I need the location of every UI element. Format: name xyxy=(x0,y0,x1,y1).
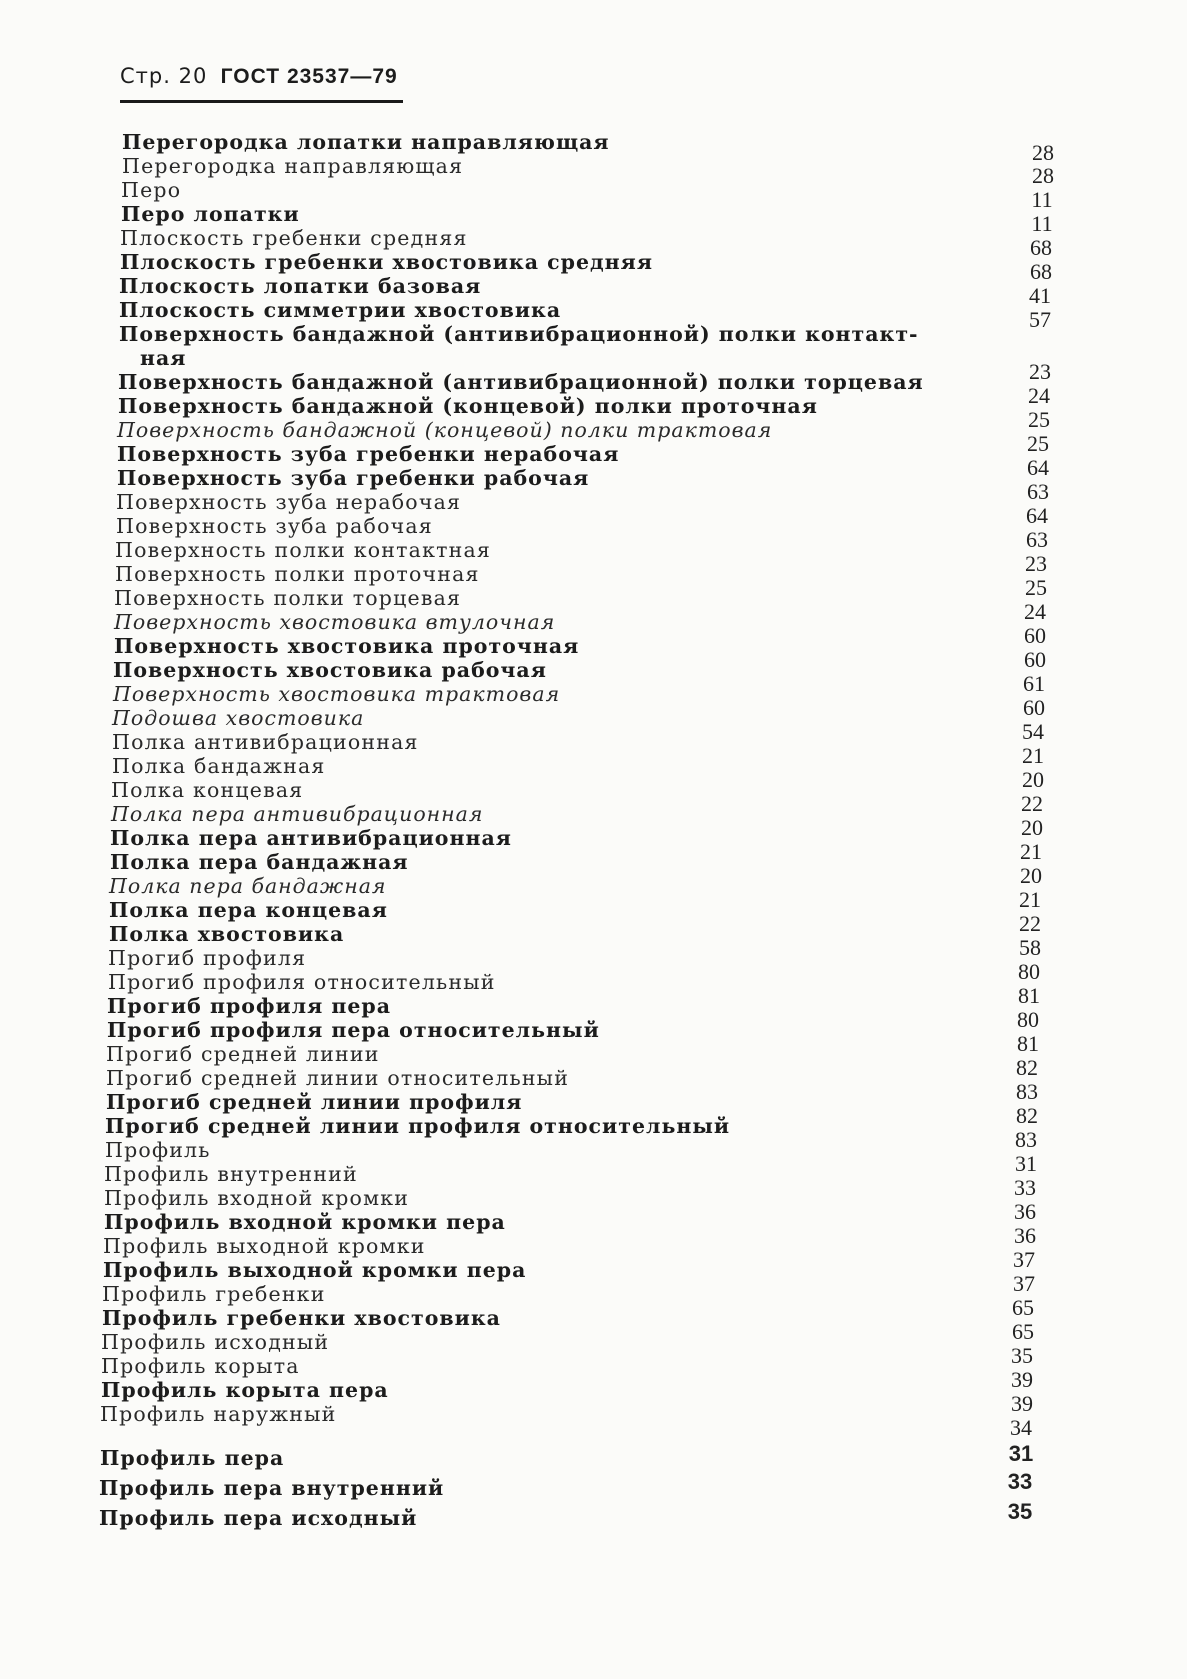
index-page-number: 25 xyxy=(1025,575,1047,600)
index-term: Прогиб профиля пера относительный xyxy=(107,1018,600,1042)
index-page-number: 63 xyxy=(1026,527,1048,552)
index-term: Плоскость лопатки базовая xyxy=(119,274,482,298)
index-term: Поверхность зуба рабочая xyxy=(116,514,433,538)
index-term: Профиль выходной кромки xyxy=(103,1234,426,1258)
index-page-number: 25 xyxy=(1028,407,1050,432)
index-term: Прогиб средней линии относительный xyxy=(106,1066,570,1090)
index-page-number: 54 xyxy=(1022,719,1044,744)
index-page-number: 61 xyxy=(1023,671,1045,696)
index-term: Профиль входной кромки xyxy=(104,1186,410,1210)
index-page-number: 37 xyxy=(1013,1247,1035,1272)
index-term: Поверхность зуба нерабочая xyxy=(116,490,462,514)
index-term: Перегородка направляющая xyxy=(122,154,464,178)
index-term: Полка пера бандажная xyxy=(110,850,409,874)
index-page-number: 68 xyxy=(1030,259,1052,284)
index-page-number: 25 xyxy=(1027,431,1049,456)
index-page-number: 23 xyxy=(1029,359,1051,384)
index-page-number: 82 xyxy=(1016,1055,1038,1080)
index-page-number: 20 xyxy=(1021,815,1043,840)
index-term: Прогиб средней линии xyxy=(106,1042,380,1066)
index-page-number: 64 xyxy=(1026,503,1048,528)
index-page-number: 33 xyxy=(1014,1175,1036,1200)
index-term: Прогиб профиля относительный xyxy=(108,970,496,994)
index-page-number: 65 xyxy=(1012,1295,1034,1320)
index-term: Полка антивибрационная xyxy=(112,730,419,754)
index-term: Полка концевая xyxy=(111,778,304,802)
index-term: Поверхность бандажной (концевой) полки проточная xyxy=(118,394,818,418)
index-term: Поверхность зуба гребенки рабочая xyxy=(117,466,590,490)
index-page-number: 28 xyxy=(1032,140,1054,165)
index-term: Поверхность бандажной (антивибрационной) полки контакт- xyxy=(119,322,919,346)
index-term: Профиль пера исходный xyxy=(99,1506,418,1530)
index-page-number: 11 xyxy=(1031,187,1053,212)
index-page-number: 20 xyxy=(1020,863,1042,888)
index-page-number: 36 xyxy=(1014,1199,1036,1224)
index-page-number: 60 xyxy=(1024,623,1046,648)
index-page-number: 81 xyxy=(1017,1031,1039,1056)
index-page-number: 68 xyxy=(1030,235,1052,260)
index-term: Поверхность бандажной (концевой) полки трактовая xyxy=(117,418,773,442)
index-term: Поверхность хвостовика рабочая xyxy=(113,658,547,682)
index-page-number: 39 xyxy=(1011,1367,1033,1392)
index-page-number: 83 xyxy=(1016,1079,1038,1104)
index-term: Плоскость симметрии хвостовика xyxy=(119,298,562,322)
index-term: Полка пера концевая xyxy=(109,898,388,922)
index-page-number: 35 xyxy=(1007,1499,1033,1524)
index-term: Полка пера антивибрационная xyxy=(111,802,484,826)
index-page-number: 21 xyxy=(1019,887,1041,912)
index-term: Профиль гребенки хвостовика xyxy=(102,1306,501,1330)
index-term: Поверхность полки проточная xyxy=(115,562,480,586)
index-page-number: 21 xyxy=(1022,743,1044,768)
index-term: Профиль выходной кромки пера xyxy=(103,1258,527,1282)
index-page-number: 60 xyxy=(1023,695,1045,720)
standard-number: ГОСТ 23537—79 xyxy=(220,65,398,88)
index-page-number: 24 xyxy=(1028,383,1050,408)
index-page-number: 63 xyxy=(1027,479,1049,504)
index-term: Полка бандажная xyxy=(112,754,326,778)
index-page-number: 80 xyxy=(1017,1007,1039,1032)
index-page-number: 39 xyxy=(1011,1391,1033,1416)
index-term: Профиль внутренний xyxy=(104,1162,358,1186)
index-term: Перо лопатки xyxy=(121,202,300,226)
index-term: Полка пера антивибрационная xyxy=(110,826,512,850)
index-term: Профиль наружный xyxy=(100,1402,337,1426)
index-term: Поверхность полки торцевая xyxy=(114,586,462,610)
index-page-number: 20 xyxy=(1022,767,1044,792)
index-term: Перо xyxy=(121,178,182,202)
index-page-number: 24 xyxy=(1024,599,1046,624)
index-page-number: 80 xyxy=(1018,959,1040,984)
page-number: Стр. 20 xyxy=(120,64,208,88)
index-term: Полка хвостовика xyxy=(109,922,345,946)
index-term: Поверхность полки контактная xyxy=(115,538,492,562)
index-term: Прогиб средней линии профиля xyxy=(106,1090,523,1114)
index-page-number: 41 xyxy=(1029,283,1051,308)
index-term: Поверхность хвостовика трактовая xyxy=(113,682,561,706)
index-term: Профиль корыта пера xyxy=(101,1378,389,1402)
index-page-number: 60 xyxy=(1024,647,1046,672)
index-page-number: 21 xyxy=(1020,839,1042,864)
index-page-number: 36 xyxy=(1014,1223,1036,1248)
index-page-number: 34 xyxy=(1010,1415,1032,1440)
index-term: Прогиб профиля xyxy=(108,946,307,970)
index-page-number: 31 xyxy=(1008,1441,1034,1466)
index-term: Профиль гребенки xyxy=(102,1282,326,1306)
index-term: Подошва хвостовика xyxy=(112,706,365,730)
index-page-number: 11 xyxy=(1031,211,1053,236)
index-term: Прогиб средней линии профиля относительный xyxy=(105,1114,731,1138)
index-term: Перегородка лопатки направляющая xyxy=(122,130,610,154)
index-page-number: 58 xyxy=(1019,935,1041,960)
index-page-number: 64 xyxy=(1027,455,1049,480)
index-term: Профиль пера xyxy=(100,1446,285,1470)
index-page-number: 57 xyxy=(1029,307,1051,332)
index-page-number: 33 xyxy=(1007,1469,1033,1494)
index-term: Полка пера бандажная xyxy=(109,874,387,898)
index-page-number: 22 xyxy=(1021,791,1043,816)
index-term: Поверхность зуба гребенки нерабочая xyxy=(117,442,620,466)
index-term: Профиль исходный xyxy=(101,1330,330,1354)
index-term: Поверхность хвостовика проточная xyxy=(114,634,580,658)
index-term: Прогиб профиля пера xyxy=(107,994,392,1018)
index-page-number: 82 xyxy=(1016,1103,1038,1128)
index-page-number: 83 xyxy=(1015,1127,1037,1152)
index-page-number: 22 xyxy=(1019,911,1041,936)
index-page-number: 37 xyxy=(1013,1271,1035,1296)
index-term-continuation: ная xyxy=(140,346,187,370)
index-page-number: 23 xyxy=(1025,551,1047,576)
index-term: Поверхность бандажной (антивибрационной) полки торцевая xyxy=(118,370,924,394)
index-term: Профиль пера внутренний xyxy=(99,1476,445,1500)
index-page-number: 35 xyxy=(1011,1343,1033,1368)
index-term: Плоскость гребенки хвостовика средняя xyxy=(120,250,653,274)
index-page-number: 28 xyxy=(1032,163,1054,188)
index-term: Профиль входной кромки пера xyxy=(104,1210,506,1234)
index-page-number: 81 xyxy=(1018,983,1040,1008)
index-term: Профиль xyxy=(105,1138,211,1162)
index-page-number: 31 xyxy=(1015,1151,1037,1176)
index-term: Плоскость гребенки средняя xyxy=(120,226,468,250)
index-term: Поверхность хвостовика втулочная xyxy=(114,610,556,634)
index-term: Профиль корыта xyxy=(101,1354,300,1378)
index-page-number: 65 xyxy=(1012,1319,1034,1344)
